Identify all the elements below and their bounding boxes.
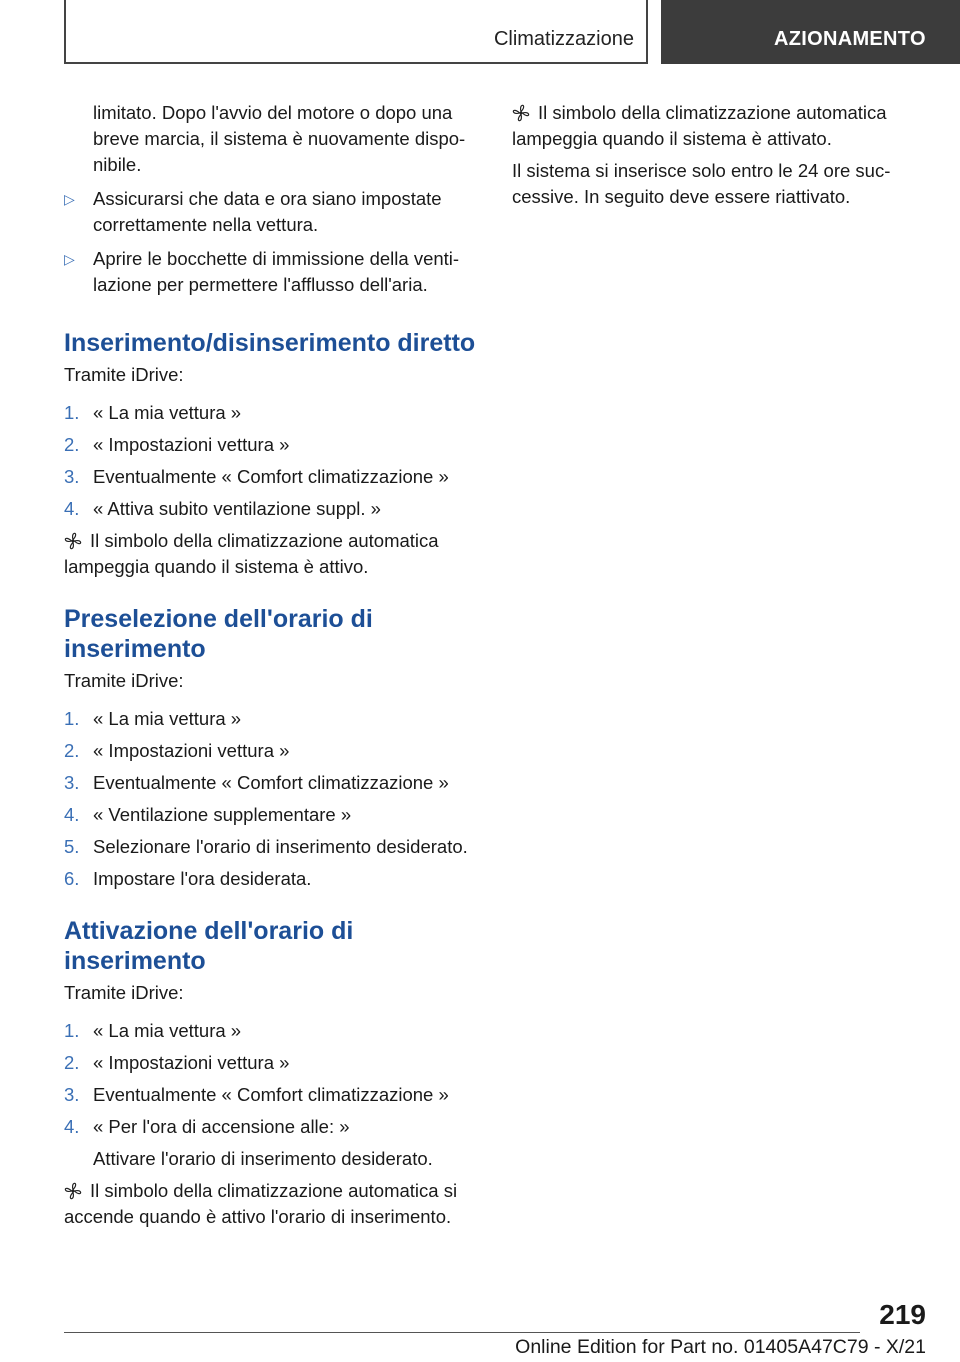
- list-item: [64, 738, 476, 764]
- step-number: 2.: [64, 434, 80, 455]
- list-item: [64, 770, 476, 796]
- note-paragraph: [64, 1178, 476, 1230]
- step-number: 4.: [64, 1116, 80, 1137]
- step-list: [64, 1018, 476, 1172]
- list-item: [64, 866, 476, 892]
- step-text: Eventualmente « Comfort climatizzazione »: [93, 1084, 449, 1105]
- step-text: « Impostazioni vettura »: [93, 740, 290, 761]
- step-number: 2.: [64, 740, 80, 761]
- list-item: [64, 400, 476, 426]
- step-number: 1.: [64, 402, 80, 423]
- bullet-item: [64, 246, 476, 298]
- step-number: 1.: [64, 708, 80, 729]
- step-text: « Impostazioni vettura »: [93, 1052, 290, 1073]
- step-list: [64, 706, 476, 892]
- step-text: « Per l'ora di accensione alle: »: [93, 1116, 350, 1137]
- list-item: [64, 1050, 476, 1076]
- note-paragraph: [512, 100, 912, 152]
- step-number: 5.: [64, 836, 80, 857]
- list-item: [64, 706, 476, 732]
- body-paragraph: Il sistema si inserisce solo entro le 24 ore suc‐ cessive. In seguito deve essere riattivato.: [512, 160, 891, 207]
- list-item: [64, 432, 476, 458]
- list-item: [64, 802, 476, 828]
- footer-edition: Online Edition for Part no. 01405A47C79 - X/21: [515, 1336, 926, 1358]
- section-via: Tramite iDrive:: [64, 670, 184, 691]
- step-number: 6.: [64, 868, 80, 889]
- fan-icon: [512, 104, 530, 122]
- section-heading: Attivazione dell'orario di inserimento: [64, 917, 354, 975]
- fan-icon: [64, 1182, 82, 1200]
- list-item: [64, 1114, 476, 1172]
- step-text: Eventualmente « Comfort climatizzazione »: [93, 772, 449, 793]
- intro-paragraph: limitato. Dopo l'avvio del motore o dopo una breve marcia, il sistema è nuovamente dispo‐ nibile.: [93, 102, 466, 175]
- bullet-item: [64, 186, 476, 238]
- step-number: 1.: [64, 1020, 80, 1041]
- step-text: Eventualmente « Comfort climatizzazione »: [93, 466, 449, 487]
- step-text: « La mia vettura »: [93, 708, 242, 729]
- header-chapter-tab: [661, 0, 960, 64]
- step-number: 3.: [64, 772, 80, 793]
- step-text: « La mia vettura »: [93, 402, 242, 423]
- step-number: 4.: [64, 498, 80, 519]
- section-preselect-time: [64, 604, 476, 892]
- triangle-bullet-icon: ▷: [64, 191, 75, 207]
- header-section-title: Climatizzazione: [493, 28, 634, 50]
- list-item: [64, 496, 476, 522]
- list-item: [64, 1082, 476, 1108]
- list-item: [64, 1018, 476, 1044]
- list-item: [64, 464, 476, 490]
- header-chapter-title: AZIONAMENTO: [774, 28, 926, 50]
- step-list: [64, 400, 476, 522]
- step-text: « Impostazioni vettura »: [93, 434, 290, 455]
- triangle-bullet-icon: ▷: [64, 251, 75, 267]
- bullet-text: Aprire le bocchette di immissione della venti‐ lazione per permettere l'afflusso dell'aria.: [93, 248, 460, 295]
- bullet-text: Assicurarsi che data e ora siano impostate correttamente nella vettura.: [93, 188, 442, 235]
- step-text: Impostare l'ora desiderata.: [93, 868, 312, 889]
- step-number: 2.: [64, 1052, 80, 1073]
- step-text: « Ventilazione supplementare »: [93, 804, 352, 825]
- step-number: 3.: [64, 466, 80, 487]
- section-via: Tramite iDrive:: [64, 364, 184, 385]
- left-column: [64, 100, 476, 1230]
- step-subtext: Attivare l'orario di inserimento desiderato.: [93, 1148, 433, 1169]
- section-heading: Inserimento/disinserimento diretto: [64, 329, 476, 357]
- step-text: Selezionare l'orario di inserimento desiderato.: [93, 836, 468, 857]
- section-heading: Preselezione dell'orario di inserimento: [64, 605, 373, 663]
- note-text: Il simbolo della climatizzazione automatica si accende quando è attivo l'orario di inserimento.: [64, 1180, 458, 1227]
- list-item: [64, 834, 476, 860]
- step-text: « La mia vettura »: [93, 1020, 242, 1041]
- section-activate-time: [64, 916, 476, 1230]
- note-paragraph: [64, 528, 476, 580]
- footer-divider: [64, 1332, 860, 1333]
- step-number: 3.: [64, 1084, 80, 1105]
- header-section-frame: [64, 0, 648, 64]
- page-number: 219: [879, 1299, 926, 1330]
- right-column: [512, 100, 912, 210]
- note-text: Il simbolo della climatizzazione automatica lampeggia quando il sistema è attivo.: [64, 530, 439, 577]
- section-via: Tramite iDrive:: [64, 982, 184, 1003]
- step-number: 4.: [64, 804, 80, 825]
- section-direct-toggle: [64, 328, 476, 580]
- step-text: « Attiva subito ventilazione suppl. »: [93, 498, 381, 519]
- fan-icon: [64, 532, 82, 550]
- note-text: Il simbolo della climatizzazione automatica lampeggia quando il sistema è attivato.: [512, 102, 887, 149]
